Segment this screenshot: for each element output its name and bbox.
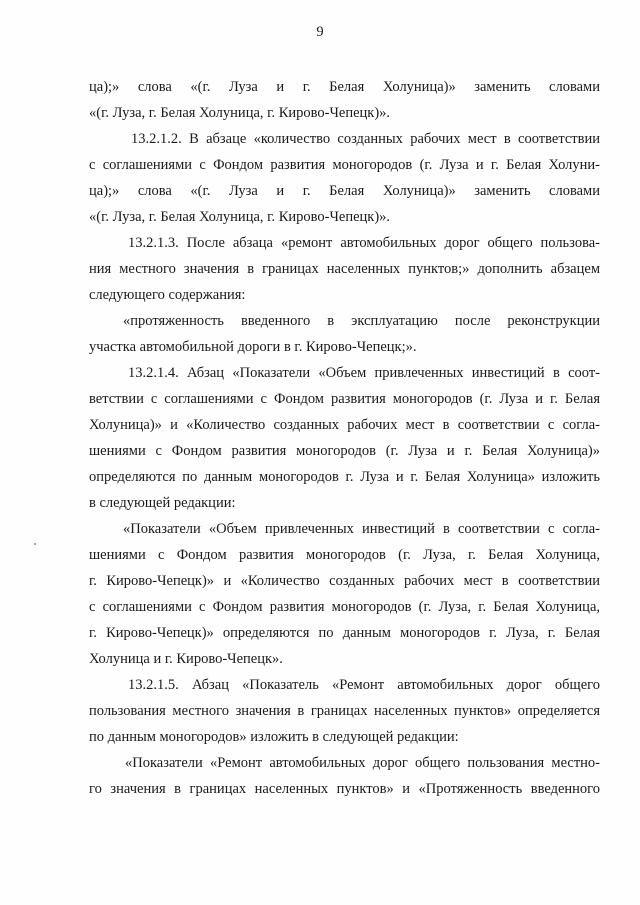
text-line: г. Кирово-Чепецк)» определяются по данным моногородов г. Луза, г. Белая bbox=[89, 625, 600, 641]
page-number: 9 bbox=[316, 24, 324, 40]
text-line: шениями с Фондом развития моногородов (г. Луза и г. Белая Холуница)» bbox=[89, 443, 600, 459]
text-line: шениями с Фондом развития моногородов (г. Луза, г. Белая Холуница, bbox=[89, 547, 600, 563]
text-line: в следующей редакции: bbox=[89, 495, 236, 511]
text-line: «Показатели «Объем привлеченных инвестиций в соответствии с согла- bbox=[123, 521, 600, 537]
text-line: 13.2.1.4. Абзац «Показатели «Объем привлеченных инвестиций в соот- bbox=[128, 365, 600, 381]
text-line: следующего содержания: bbox=[89, 287, 246, 303]
text-line: ния местного значения в границах населенных пунктов;» дополнить абзацем bbox=[89, 261, 600, 277]
text-line: 13.2.1.3. После абзаца «ремонт автомобильных дорог общего пользова- bbox=[128, 235, 600, 251]
text-line: «(г. Луза, г. Белая Холуница, г. Кирово-Чепецк)». bbox=[89, 209, 391, 225]
text-line: г. Кирово-Чепецк)» и «Количество созданных рабочих мест в соответствии bbox=[89, 573, 600, 589]
text-line: по данным моногородов» изложить в следующей редакции: bbox=[89, 729, 459, 745]
text-line: ветствии с соглашениями с Фондом развития моногородов (г. Луза и г. Белая bbox=[89, 391, 600, 407]
text-line: «протяженность введенного в эксплуатацию после реконструкции bbox=[123, 313, 600, 329]
text-line: участка автомобильной дороги в г. Кирово-Чепецк;». bbox=[89, 339, 417, 355]
text-line: 13.2.1.5. Абзац «Показатель «Ремонт автомобильных дорог общего bbox=[128, 677, 600, 693]
text-line: пользования местного значения в границах населенных пунктов» определяется bbox=[89, 703, 600, 719]
scan-speck bbox=[34, 543, 36, 545]
text-line: ца);» слова «(г. Луза и г. Белая Холуница)» заменить словами bbox=[89, 183, 600, 199]
text-line: «(г. Луза, г. Белая Холуница, г. Кирово-Чепецк)». bbox=[89, 105, 391, 121]
text-line: Холуница и г. Кирово-Чепецк». bbox=[89, 651, 283, 667]
text-line: го значения в границах населенных пунктов» и «Протяженность введенного bbox=[89, 781, 600, 797]
text-line: 13.2.1.2. В абзаце «количество созданных рабочих мест в соответствии bbox=[131, 131, 600, 147]
text-line: ца);» слова «(г. Луза и г. Белая Холуница)» заменить словами bbox=[89, 79, 600, 95]
text-line: Холуница)» и «Количество созданных рабочих мест в соответствии с согла- bbox=[89, 417, 600, 433]
text-line: определяются по данным моногородов г. Луза и г. Белая Холуница» изложить bbox=[89, 469, 600, 485]
text-line: «Показатели «Ремонт автомобильных дорог общего пользования местно- bbox=[125, 755, 600, 771]
text-line: с соглашениями с Фондом развития моногородов (г. Луза и г. Белая Холуни- bbox=[89, 157, 600, 173]
text-line: с соглашениями с Фондом развития моногородов (г. Луза, г. Белая Холуница, bbox=[89, 599, 600, 615]
